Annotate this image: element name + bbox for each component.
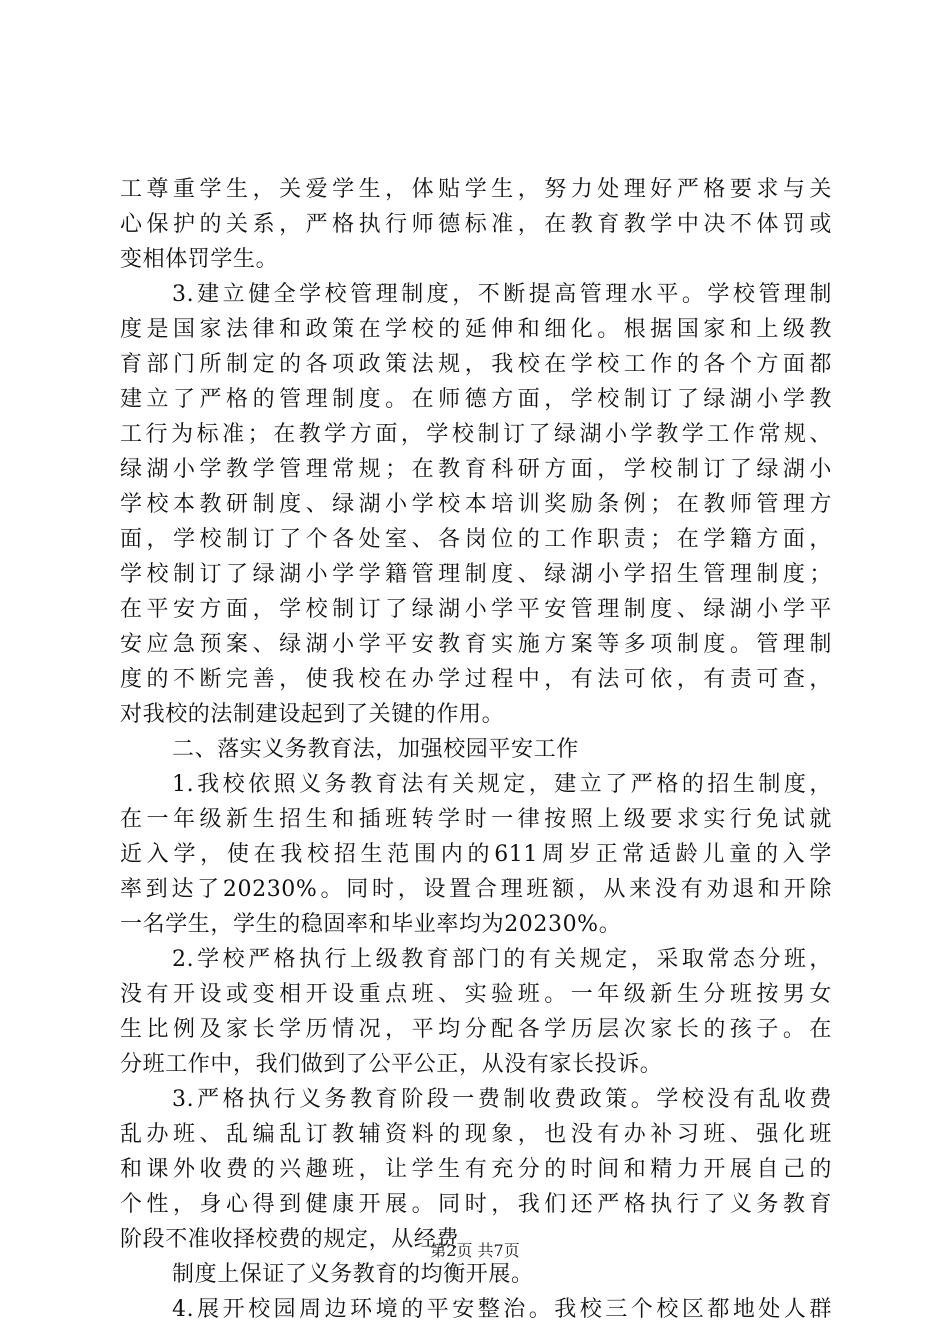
document-body [120,172,832,1327]
text-line: 变相体罚学生。 [120,247,279,272]
text-line: 和课外收费的兴趣班，让学生有充分的时间和精力开展自己的 [120,1157,832,1182]
text-line: 没有开设或变相开设重点班、实验班。一年级新生分班按男女 [120,982,832,1007]
text-line: 心保护的关系，严格执行师德标准，在教育教学中决不体罚或 [120,212,832,237]
text-line: 建立了严格的管理制度。在师德方面，学校制订了绿湖小学教 [120,387,832,412]
text-line: 一名学生，学生的稳固率和毕业率均为20230%。 [120,912,622,937]
text-line: 乱办班、乱编乱订教辅资料的现象，也没有办补习班、强化班 [120,1122,832,1147]
text-line: 在一年级新生招生和插班转学时一律按照上级要求实行免试就 [120,807,832,832]
text-line: 3.建立健全学校管理制度，不断提高管理水平。学校管理制 [172,282,832,307]
text-line: 工尊重学生，关爱学生，体贴学生，努力处理好严格要求与关 [120,177,832,202]
text-line: 4.展开校园周边环境的平安整治。我校三个校区都地处人群 [172,1297,832,1322]
text-line: 度是国家法律和政策在学校的延伸和细化。根据国家和上级教 [120,317,832,342]
page-footer: 第2页 共7页 [430,1241,520,1260]
text-line: 1.我校依照义务教育法有关规定，建立了严格的招生制度， [172,772,832,797]
text-line: 分班工作中，我们做到了公平公正，从没有家长投诉。 [120,1052,663,1077]
text-line: 二、落实义务教育法，加强校园平安工作 [172,737,579,762]
text-line: 育部门所制定的各项政策法规，我校在学校工作的各个方面都 [120,352,832,377]
text-line: 工行为标准；在教学方面，学校制订了绿湖小学教学工作常规、 [120,422,832,447]
text-line: 2.学校严格执行上级教育部门的有关规定，采取常态分班， [172,947,832,972]
text-line: 率到达了20230%。同时，设置合理班额，从来没有劝退和开除 [120,877,832,902]
text-line: 制度上保证了义务教育的均衡开展。 [172,1262,534,1287]
text-line: 近入学，使在我校招生范围内的611周岁正常适龄儿童的入学 [120,842,832,867]
text-line: 度的不断完善，使我校在办学过程中，有法可依，有责可查， [120,667,832,692]
text-line: 生比例及家长学历情况，平均分配各学历层次家长的孩子。在 [120,1017,832,1042]
text-line: 个性，身心得到健康开展。同时，我们还严格执行了义务教育 [120,1192,832,1217]
text-line: 绿湖小学教学管理常规；在教育科研方面，学校制订了绿湖小 [120,457,832,482]
text-line: 学校本教研制度、绿湖小学校本培训奖励条例；在教师管理方 [120,492,832,517]
text-line: 阶段不准收择校费的规定，从经费 [120,1227,460,1252]
text-line: 3.严格执行义务教育阶段一费制收费政策。学校没有乱收费 [172,1087,832,1112]
text-line: 对我校的法制建设起到了关键的作用。 [120,702,505,727]
text-line: 安应急预案、绿湖小学平安教育实施方案等多项制度。管理制 [120,632,832,657]
text-line: 学校制订了绿湖小学学籍管理制度、绿湖小学招生管理制度； [120,562,832,587]
text-line: 在平安方面，学校制订了绿湖小学平安管理制度、绿湖小学平 [120,597,832,622]
text-line: 面，学校制订了个各处室、各岗位的工作职责；在学籍方面， [120,527,832,552]
